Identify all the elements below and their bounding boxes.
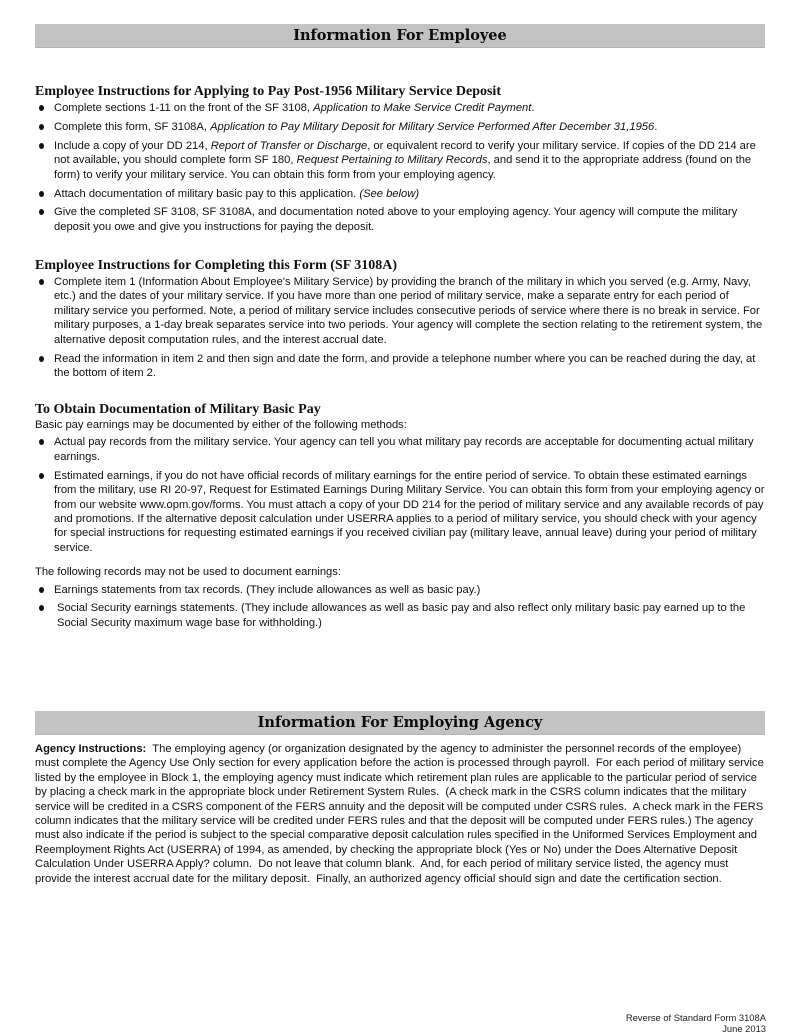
footer-date: June 2013 (722, 1022, 766, 1034)
employee-section-header: Information For Employee (35, 24, 765, 48)
list-item: Include a copy of your DD 214, Report of Transfer or Discharge, or equivalent record to verify your military service. If copies of the DD 214 are not available, you should complete form SF 180, Request Pertaining to Military Records, and send it to the appropriate address (found on the form) to verify your military service. You can obtain this form from your employing agency. (35, 139, 765, 182)
list-item: Complete item 1 (Information About Employee's Military Service) by providing the branch of the military in which you served (e.g. Army, Navy, etc.) and the dates of your military service. If you have more than one period of military service, make a separate entry for each period of military service you performed. Note, a period of military service includes consecutive periods of service where there is no break in service. For military purposes, a 1-day break separates service into two periods. Your agency will complete the section relating to the retirement system, the alternative deposit computation rules, and the interest accrual date. (35, 275, 765, 347)
completing-instructions (35, 258, 765, 380)
list-item: Actual pay records from the military service. Your agency can tell you what military pay records are acceptable for documenting actual military earnings. (35, 435, 765, 464)
documentation-methods-list (35, 435, 765, 555)
bullet-icon (39, 439, 44, 445)
bullet-icon (39, 143, 44, 149)
list-item: Social Security earnings statements. (They include allowances as well as basic pay and also reflect only military basic pay earned up to the Social Security maximum wage base for withholding.) (35, 601, 765, 630)
bullet-icon (39, 605, 44, 611)
agency-instructions-label: Agency Instructions: (35, 743, 147, 755)
form-footer (626, 1013, 766, 1034)
documentation-intro: Basic pay earnings may be documented by either of the following methods: (35, 419, 407, 431)
completing-list (35, 275, 765, 380)
bullet-icon (39, 473, 44, 479)
not-used-intro: The following records may not be used to document earnings: (35, 566, 341, 579)
agency-instructions-text: Agency Instructions: The employing agency (or organization designated by the agency to administer the personnel records of the employee) must complete the Agency Use Only section for every application before the action is processed through payroll. For each period of military service listed by the employee in Block 1, the employing agency must indicate which retirement plan rules are applicable to the particular period of service by placing a check mark in the appropriate block under Retirement System Rules. (A check mark in the CSRS column indicates that the military service will be credited in a CSRS component of the FERS annuity and the deposit will be computed under CSRS rules. A check mark in the FERS column indicates that the military service will be credited under FERS rules and that the deposit will be computed under FERS rules.) The agency must also indicate if the period is subject to the special comparative deposit calculation rules specified in the Uniformed Services Employment and Reemployment Rights Act (USERRA) of 1994, as amended, by checking the appropriate block (Yes or No) under the Does Alternative Deposit Calculation Under USERRA Apply? column. Do not leave that column blank. And, for each period of military service listed, the agency must provide the interest accrual date for the military deposit. Finally, an authorized agency official should sign and date the certification section. (35, 743, 767, 885)
bullet-icon (39, 209, 44, 215)
bullet-icon (39, 105, 44, 111)
documentation-instructions (35, 402, 765, 630)
bullet-icon (39, 191, 44, 197)
documentation-heading: To Obtain Documentation of Military Basic Pay (35, 402, 321, 417)
list-item: Attach documentation of military basic pay to this application. (See below) (35, 187, 765, 201)
not-used-list (35, 583, 765, 631)
bullet-icon (39, 124, 44, 130)
bullet-icon (39, 356, 44, 362)
list-item: Complete this form, SF 3108A, Application to Pay Military Deposit for Military Service Performed After December 31,1956. (35, 120, 765, 134)
completing-heading: Employee Instructions for Completing this Form (SF 3108A) (35, 258, 398, 273)
applying-list (35, 101, 765, 234)
bullet-icon (39, 279, 44, 285)
agency-instructions (35, 742, 765, 886)
agency-section-header: Information For Employing Agency (35, 711, 765, 735)
applying-instructions (35, 84, 765, 234)
list-item: Read the information in item 2 and then sign and date the form, and provide a telephone number where you can be reached during the day, at the bottom of item 2. (35, 352, 765, 381)
bullet-icon (39, 587, 44, 593)
applying-heading: Employee Instructions for Applying to Pay Post-1956 Military Service Deposit (35, 84, 501, 99)
list-item: Give the completed SF 3108, SF 3108A, and documentation noted above to your employing agency. Your agency will compute the military deposit you owe and give you instructions for paying the deposit. (35, 205, 765, 234)
list-item: Earnings statements from tax records. (They include allowances as well as basic pay.) (35, 583, 765, 597)
list-item: Estimated earnings, if you do not have official records of military earnings for the entire period of service. To obtain these estimated earnings from the military, use RI 20-97, Request for Estimated Earnings During Military Service. You can obtain this form from your employing agency or from our website www.opm.gov/forms. You must attach a copy of your DD 214 for the period of military service and any available records of pay and promotions. If the alternative deposit calculation under USERRA applies to a period of military service, you should check with your agency for special instructions for requesting estimated earnings if you received civilian pay (military leave, annual leave) during your period of military service. (35, 469, 765, 555)
list-item: Complete sections 1-11 on the front of the SF 3108, Application to Make Service Credit Payment. (35, 101, 765, 115)
footer-form-name: Reverse of Standard Form 3108A (625, 1012, 766, 1023)
